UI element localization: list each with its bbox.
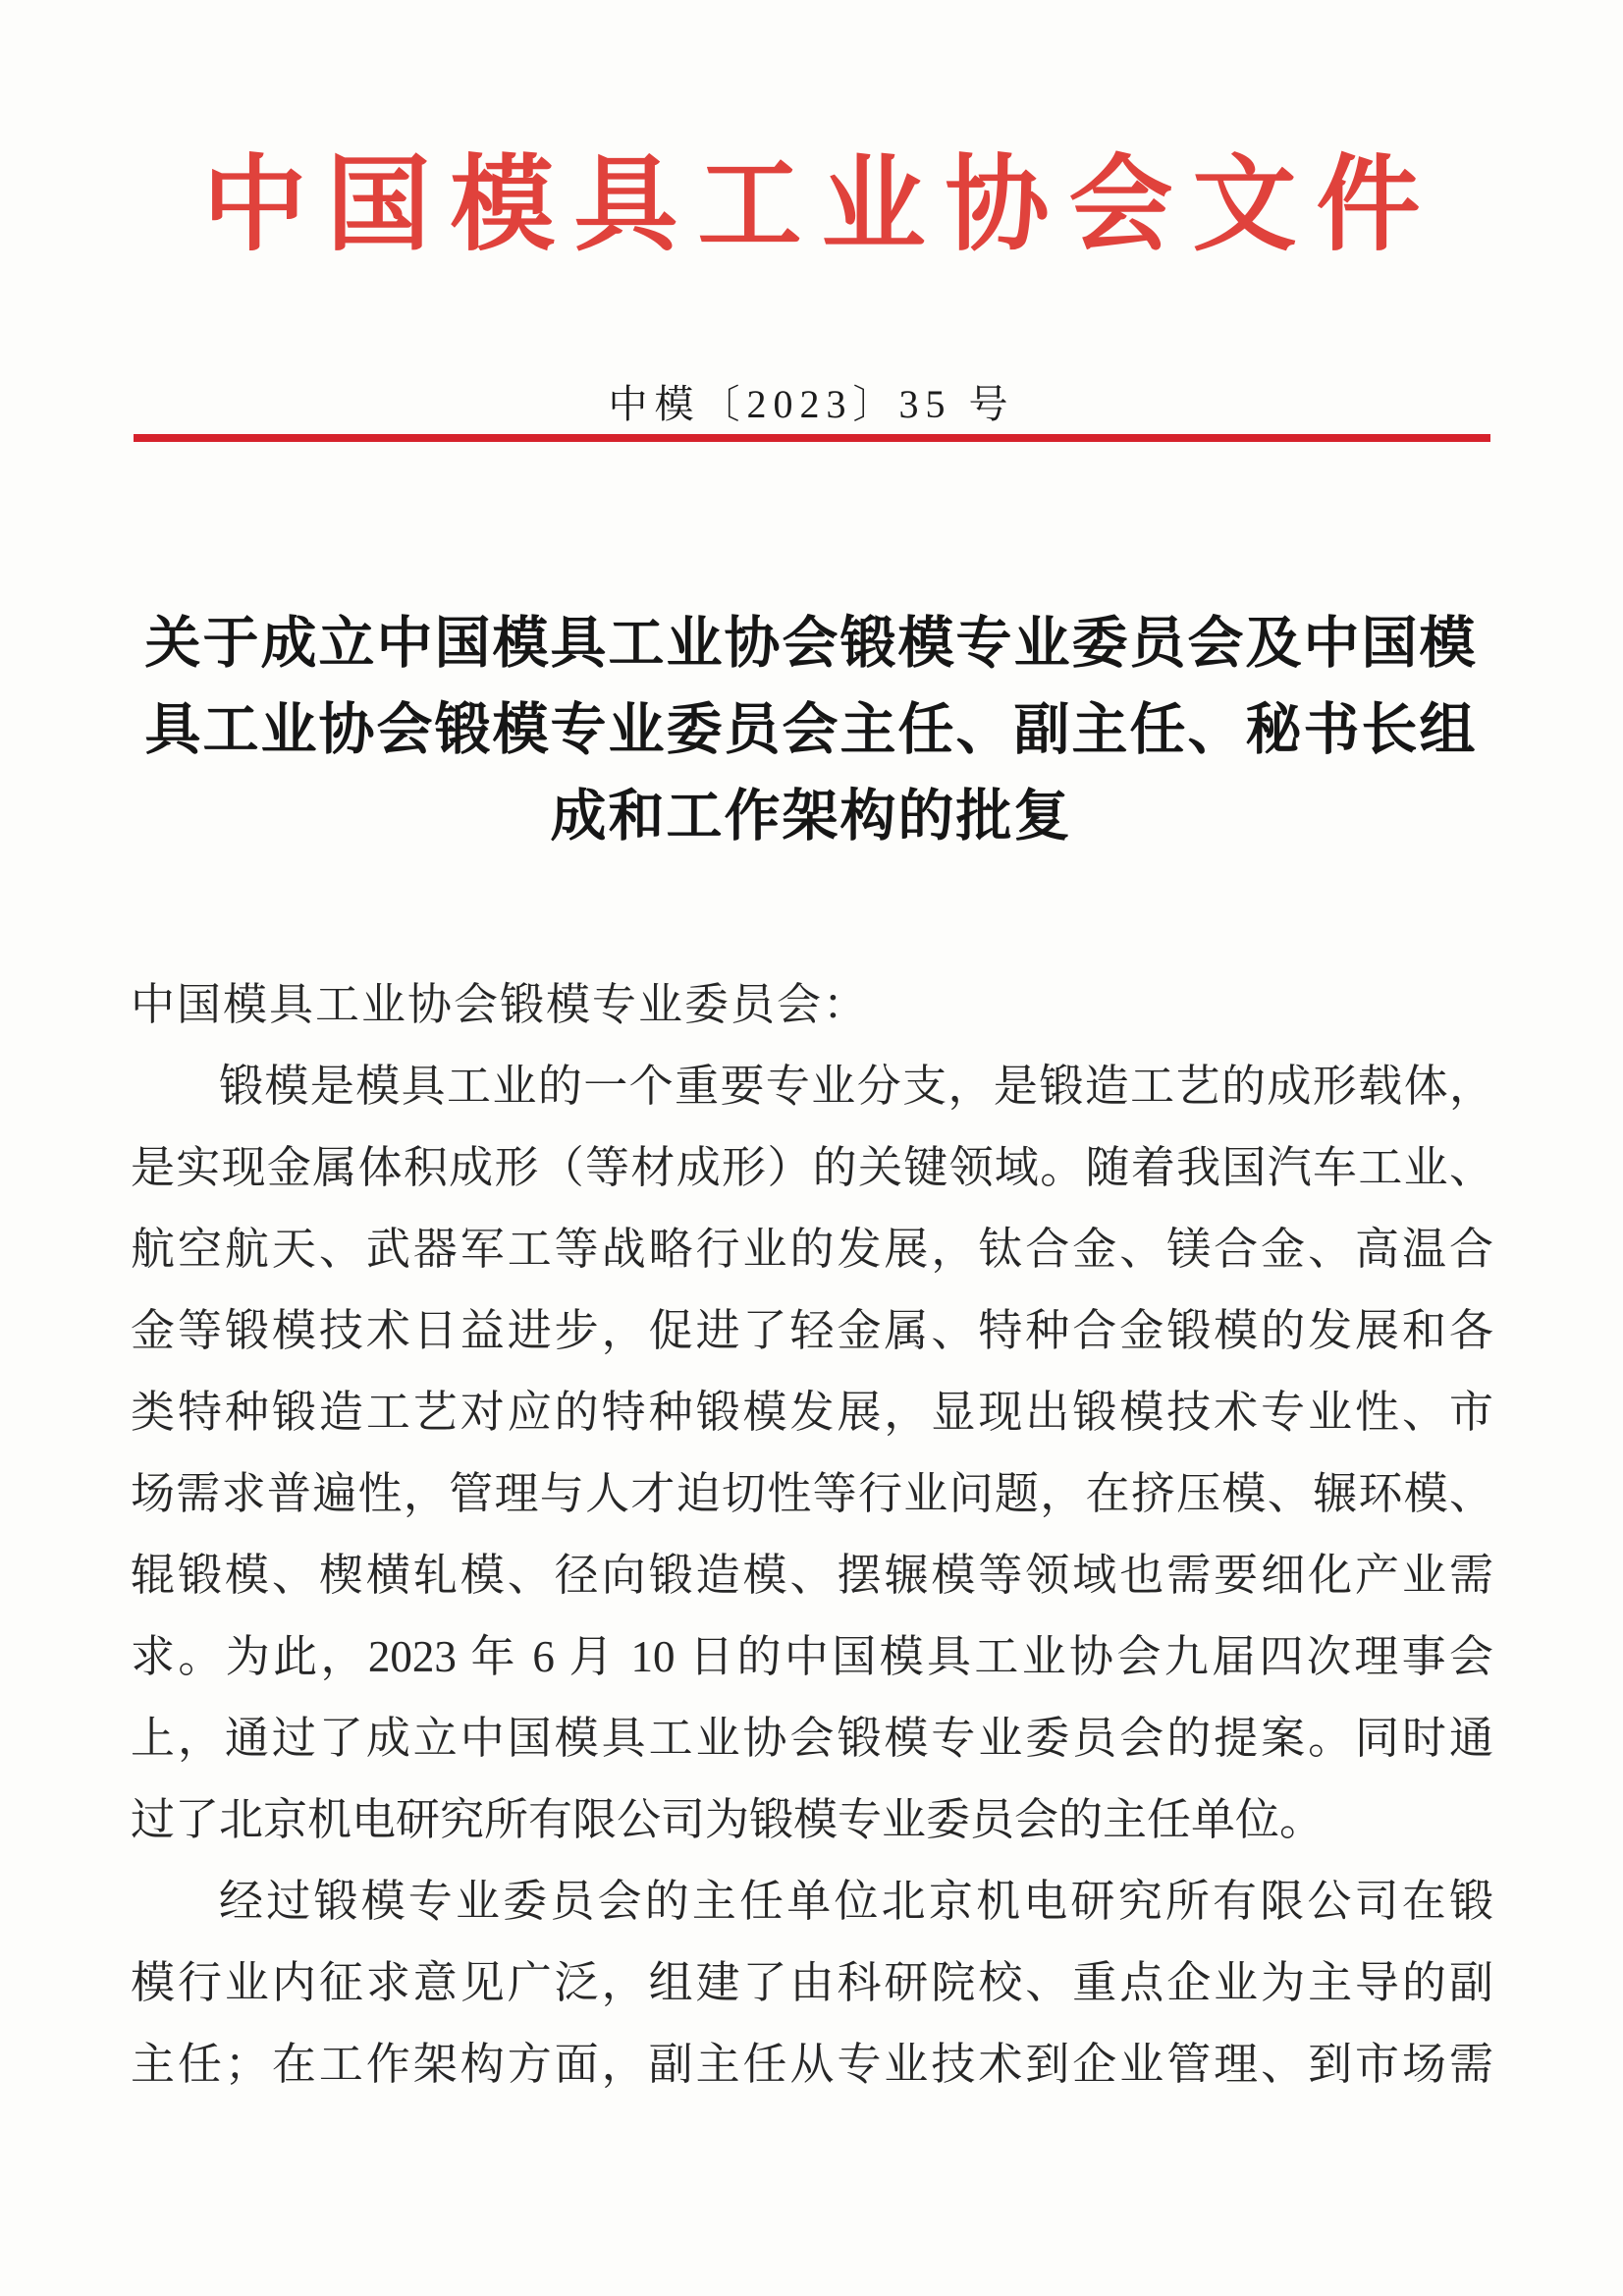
body-line: 模行业内征求意见广泛，组建了由科研院校、重点企业为主导的副 [131,1958,1493,2007]
document-header-title: 中国模具工业协会文件 [202,148,1440,263]
document-body [131,964,1493,2105]
body-line: 过了北京机电研究所有限公司为锻模专业委员会的主任单位。 [131,1795,1325,1844]
body-line: 上，通过了成立中国模具工业协会锻模专业委员会的提案。同时通 [131,1714,1493,1763]
red-divider-rule [134,434,1490,442]
document-title-line: 成和工作架构的批复 [550,786,1072,847]
document-title-line: 具工业协会锻模专业委员会主任、副主任、秘书长组 [144,699,1478,761]
body-line: 金等锻模技术日益进步，促进了轻金属、特种合金锻模的发展和各 [131,1306,1493,1355]
salutation: 中国模具工业协会锻模专业委员会： [131,980,870,1029]
body-line: 经过锻模专业委员会的主任单位北京机电研究所有限公司在锻 [219,1877,1493,1926]
body-line: 类特种锻造工艺对应的特种锻模发展，显现出锻模技术专业性、市 [131,1388,1493,1437]
document-number: 中模〔2023〕35 号 [608,382,1015,426]
body-line: 是实现金属体积成形（等材成形）的关键领域。随着我国汽车工业、 [131,1143,1493,1192]
document-title [128,601,1494,860]
body-line: 辊锻模、楔横轧模、径向锻造模、摆辗模等领域也需要细化产业需 [131,1551,1493,1600]
body-line: 航空航天、武器军工等战略行业的发展，钛合金、镁合金、高温合 [131,1225,1493,1274]
document-title-line: 关于成立中国模具工业协会锻模专业委员会及中国模 [144,613,1478,675]
body-line: 场需求普遍性，管理与人才迫切性等行业问题，在挤压模、辗环模、 [131,1469,1493,1518]
body-line: 锻模是模具工业的一个重要专业分支，是锻造工艺的成形载体， [219,1062,1493,1111]
body-line: 求。为此，2023 年 6 月 10 日的中国模具工业协会九届四次理事会 [131,1632,1493,1681]
body-line: 主任；在工作架构方面，副主任从专业技术到企业管理、到市场需 [131,2040,1493,2089]
